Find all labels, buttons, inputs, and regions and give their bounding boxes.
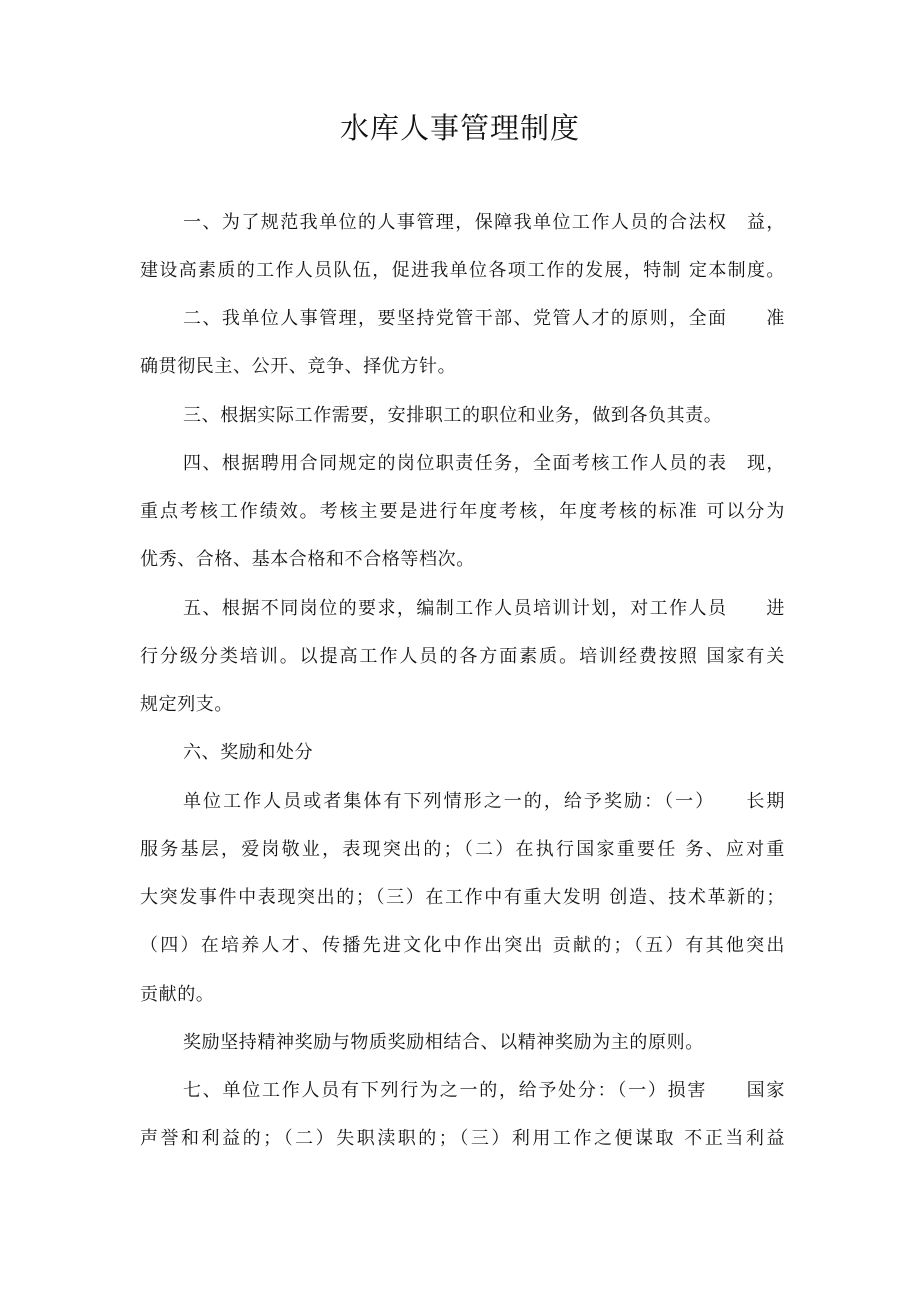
paragraph-line: 五、根据不同岗位的要求，编制工作人员培训计划，对工作人员 进 (183, 598, 785, 619)
paragraph-line: 优秀、合格、基本合格和不合格等档次。 (140, 549, 475, 570)
paragraph-line: 声誉和利益的；（二）失职渎职的；（三）利用工作之便谋取 不正当利益 (140, 1128, 785, 1149)
paragraph-line: 建设高素质的工作人员队伍，促进我单位各项工作的发展，特制 定本制度。 (140, 260, 785, 281)
paragraph-line: 服务基层，爱岗敬业，表现突出的；（二）在执行国家重要任 务、应对重 (140, 839, 785, 860)
paragraph-line: 确贯彻民主、公开、竞争、择优方针。 (140, 356, 457, 377)
document-title: 水库人事管理制度 (339, 111, 580, 145)
paragraph-line: 奖励坚持精神奖励与物质奖励相结合、以精神奖励为主的原则。 (183, 1032, 704, 1053)
paragraph-line: 行分级分类培训。以提高工作人员的各方面素质。培训经费按照 国家有关 (140, 646, 785, 667)
paragraph-line: 四、根据聘用合同规定的岗位职责任务，全面考核工作人员的表 现， (183, 453, 785, 474)
paragraph-line: 重点考核工作绩效。考核主要是进行年度考核，年度考核的标准 可以分为 (140, 501, 785, 522)
paragraph-line: 单位工作人员或者集体有下列情形之一的，给予奖励：（一） 长期 (183, 791, 785, 812)
section-heading: 六、奖励和处分 (183, 742, 314, 763)
paragraph-line: 七、单位工作人员有下列行为之一的，给予处分：（一）损害 国家 (183, 1080, 785, 1101)
paragraph-line: （四）在培养人才、传播先进文化中作出突出 贡献的；（五）有其他突出 (140, 935, 785, 956)
paragraph-line: 规定列支。 (140, 694, 233, 715)
paragraph-line: 二、我单位人事管理，要坚持党管干部、党管人才的原则，全面 准 (183, 308, 785, 329)
paragraph-line: 三、根据实际工作需要，安排职工的职位和业务，做到各负其责。 (183, 405, 723, 426)
paragraph-line: 一、为了规范我单位的人事管理，保障我单位工作人员的合法权 益， (183, 212, 785, 233)
paragraph-line: 贡献的。 (140, 984, 215, 1005)
paragraph-line: 大突发事件中表现突出的；（三）在工作中有重大发明 创造、技术革新的； (140, 887, 785, 908)
